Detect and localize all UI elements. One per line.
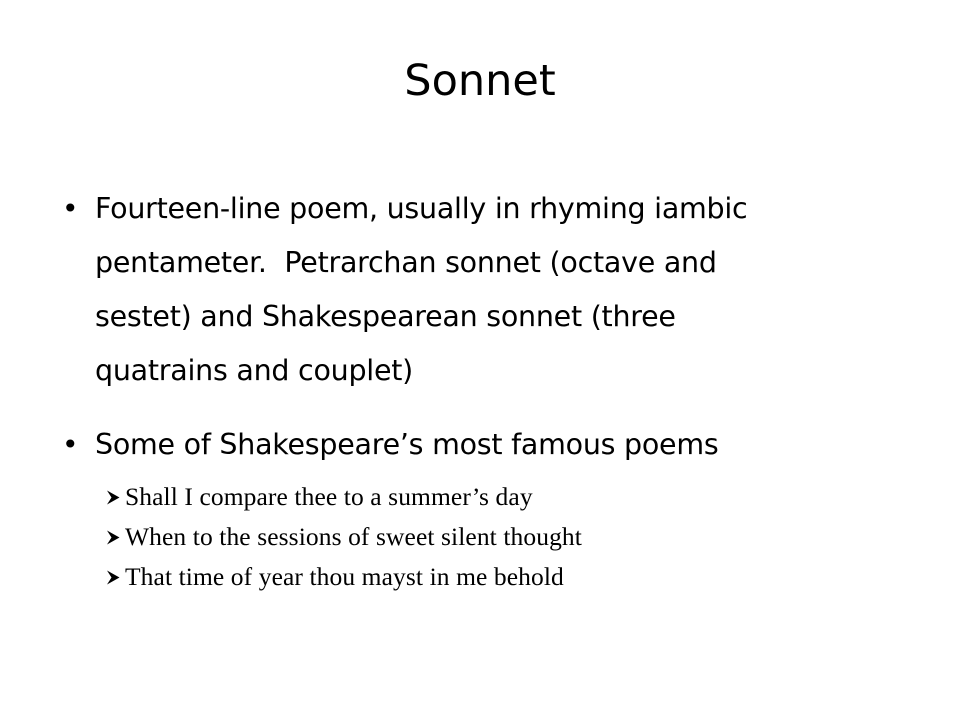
- poem-sublist: [105, 477, 912, 597]
- arrowhead-bullet-icon: [105, 490, 120, 505]
- bullet-item-famous-poems: [62, 418, 912, 597]
- bullet-line: Fourteen-line poem, usually in rhyming iambic: [95, 192, 748, 225]
- bullet-line: sestet) and Shakespearean sonnet (three: [95, 300, 676, 333]
- bullet-line: quatrains and couplet): [95, 354, 414, 387]
- poem-subitem-text: Shall I compare thee to a summer’s day: [125, 482, 533, 511]
- slide-title: Sonnet: [404, 56, 556, 106]
- arrowhead-bullet-icon: [105, 570, 120, 585]
- poem-subitem: [105, 517, 912, 557]
- bullet-list: [62, 182, 912, 597]
- bullet-dot-icon: •: [62, 428, 79, 461]
- poem-subitem-text: That time of year thou mayst in me behold: [125, 562, 564, 591]
- poem-subitem: [105, 477, 912, 517]
- poem-subitem-text: When to the sessions of sweet silent thought: [125, 522, 582, 551]
- bullet-dot-icon: •: [62, 192, 79, 225]
- bullet-item-sonnet-definition: [62, 182, 912, 398]
- bullet-line: Some of Shakespeare’s most famous poems: [95, 428, 719, 461]
- arrowhead-bullet-icon: [105, 530, 120, 545]
- poem-subitem: [105, 557, 912, 597]
- bullet-line: pentameter. Petrarchan sonnet (octave and: [95, 246, 717, 279]
